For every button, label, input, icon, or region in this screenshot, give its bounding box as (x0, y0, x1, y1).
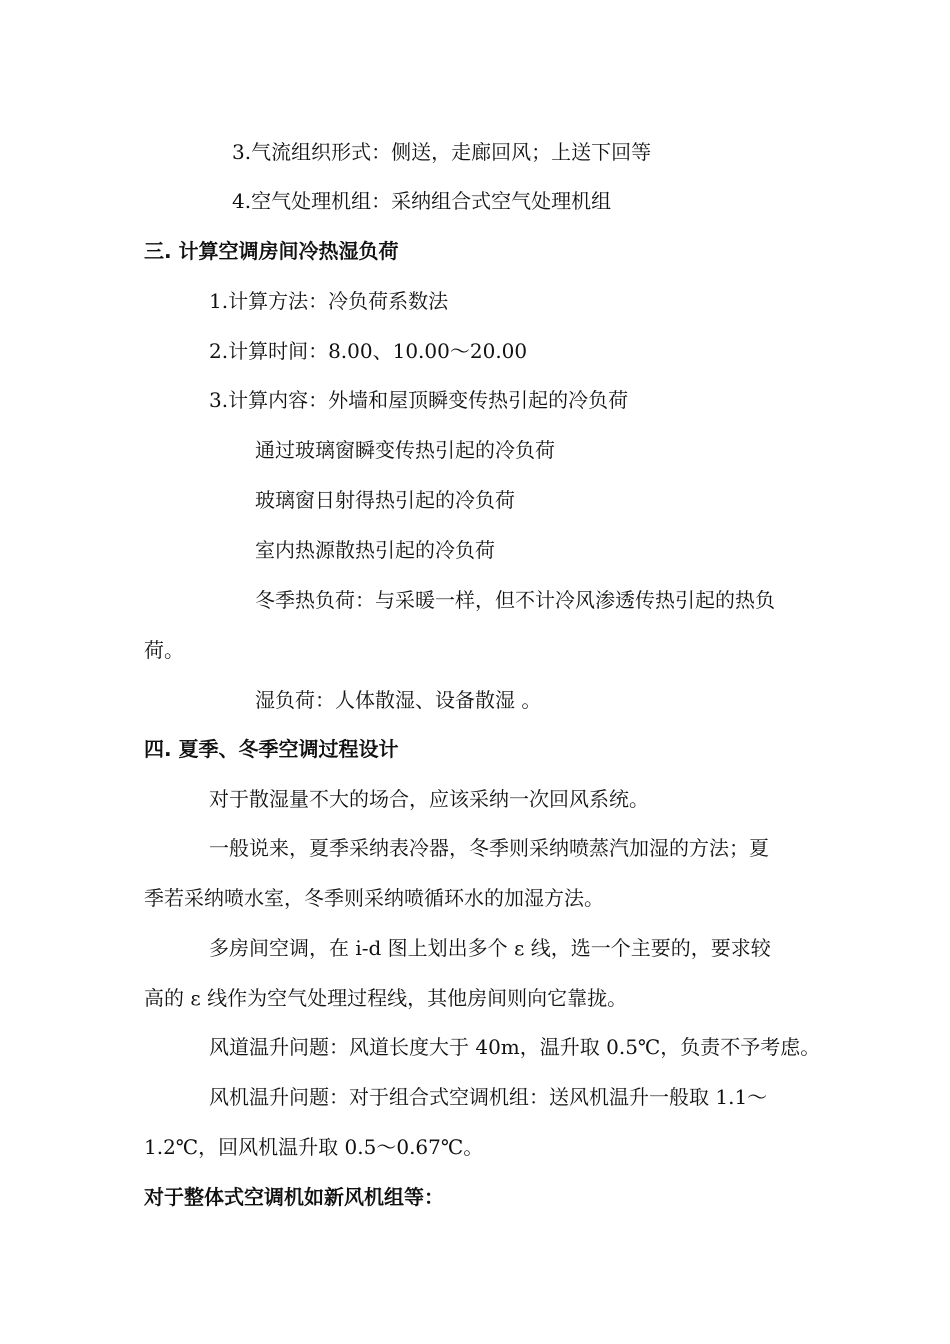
section-heading: 三. 计算空调房间冷热湿负荷 (144, 239, 399, 263)
text-line: 4.空气处理机组：采纳组合式空气处理机组 (232, 189, 612, 213)
paragraph-line: 风道温升问题：风道长度大于 40m，温升取 0.5℃，负责不予考虑。 (209, 1035, 821, 1059)
text-line: 荷。 (144, 638, 184, 662)
paragraph-line: 1.2℃，回风机温升取 0.5～0.67℃。 (144, 1135, 484, 1159)
text-line: 室内热源散热引起的冷负荷 (255, 538, 495, 562)
paragraph-line: 季若采纳喷水室，冬季则采纳喷循环水的加湿方法。 (144, 886, 604, 910)
paragraph-line: 对于散湿量不大的场合，应该采纳一次回风系统。 (209, 787, 649, 811)
paragraph-line: 高的 ε 线作为空气处理过程线，其他房间则向它靠拢。 (144, 986, 628, 1010)
text-line: 2.计算时间：8.00、10.00～20.00 (209, 339, 528, 363)
paragraph-line: 风机温升问题：对于组合式空调机组：送风机温升一般取 1.1～ (209, 1085, 768, 1109)
text-line: 玻璃窗日射得热引起的冷负荷 (255, 488, 515, 512)
paragraph-line: 一般说来，夏季采纳表冷器，冬季则采纳喷蒸汽加湿的方法；夏 (209, 836, 769, 860)
text-line: 冬季热负荷：与采暖一样，但不计冷风渗透传热引起的热负 (255, 588, 775, 612)
text-line: 通过玻璃窗瞬变传热引起的冷负荷 (255, 438, 555, 462)
text-line: 3.计算内容：外墙和屋顶瞬变传热引起的冷负荷 (209, 388, 629, 412)
paragraph-line: 多房间空调，在 i-d 图上划出多个 ε 线，选一个主要的，要求较 (209, 936, 771, 960)
section-heading: 对于整体式空调机如新风机组等： (144, 1185, 444, 1209)
text-line: 3.气流组织形式：侧送，走廊回风；上送下回等 (232, 140, 652, 164)
section-heading: 四. 夏季、冬季空调过程设计 (144, 737, 399, 761)
text-line: 湿负荷：人体散湿、设备散湿 。 (255, 688, 542, 712)
text-line: 1.计算方法：冷负荷系数法 (209, 289, 449, 313)
